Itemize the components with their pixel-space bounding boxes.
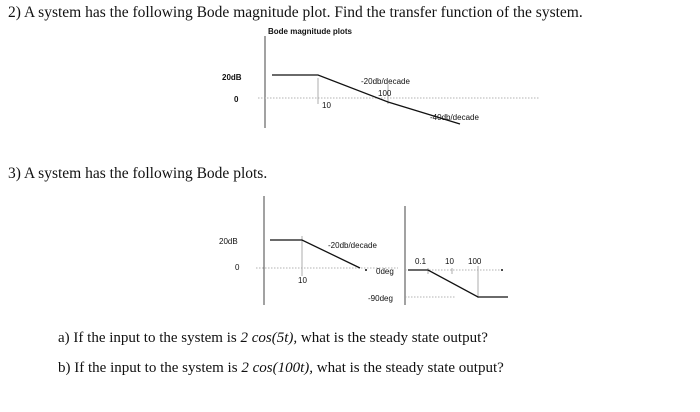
q2-bode-magnitude-plot (222, 27, 540, 128)
q3-phase-curve (408, 270, 508, 297)
q2-y-label-20db: 20dB (222, 73, 242, 82)
question-3-number: 3) (8, 165, 21, 182)
part-a (58, 330, 488, 347)
question-3 (8, 165, 267, 183)
question-2-text: A system has the following Bode magnitude plot. Find the transfer function of the system. (23, 4, 583, 21)
q3-bode-magnitude-plot (219, 196, 398, 305)
q2-x-label-100: 100 (378, 89, 392, 98)
part-b-input: 2 cos(100t), (241, 360, 313, 376)
q2-y-label-0: 0 (234, 95, 239, 104)
part-a-label: a) (58, 330, 70, 346)
q3-phase-x-label-01: 0.1 (415, 257, 427, 266)
part-b-text-after: what is the steady state output? (316, 360, 504, 376)
q3-bode-phase-plot (368, 206, 508, 305)
q3-phase-axis-end-dot (501, 269, 503, 271)
question-2-number: 2) (8, 4, 21, 21)
q3-mag-slope-label: -20db/decade (328, 241, 377, 250)
q3-phase-x-label-100: 100 (468, 257, 482, 266)
q3-phase-label-minus90deg: -90deg (368, 294, 393, 303)
part-b-text-before: If the input to the system is (74, 360, 238, 376)
q3-phase-label-0deg: 0deg (376, 267, 394, 276)
part-b (58, 360, 504, 377)
question-3-text: A system has the following Bode plots. (23, 165, 268, 182)
q3-mag-y-label-20db: 20dB (219, 237, 238, 246)
q3-mag-x-label-10: 10 (298, 276, 307, 285)
part-a-text-before: If the input to the system is (73, 330, 237, 346)
q3-mag-y-label-0: 0 (235, 263, 240, 272)
q2-x-label-10: 10 (322, 101, 331, 110)
q2-slope-label-2: -40db/decade (430, 113, 479, 122)
part-a-text-after: what is the steady state output? (300, 330, 488, 346)
q3-phase-x-label-10: 10 (445, 257, 454, 266)
q2-plot-title: Bode magnitude plots (268, 27, 352, 36)
q3-mag-curve-end-dot (365, 269, 367, 271)
part-a-input: 2 cos(5t), (240, 330, 298, 346)
q2-slope-label-1: -20db/decade (361, 77, 410, 86)
part-b-label: b) (58, 360, 71, 376)
